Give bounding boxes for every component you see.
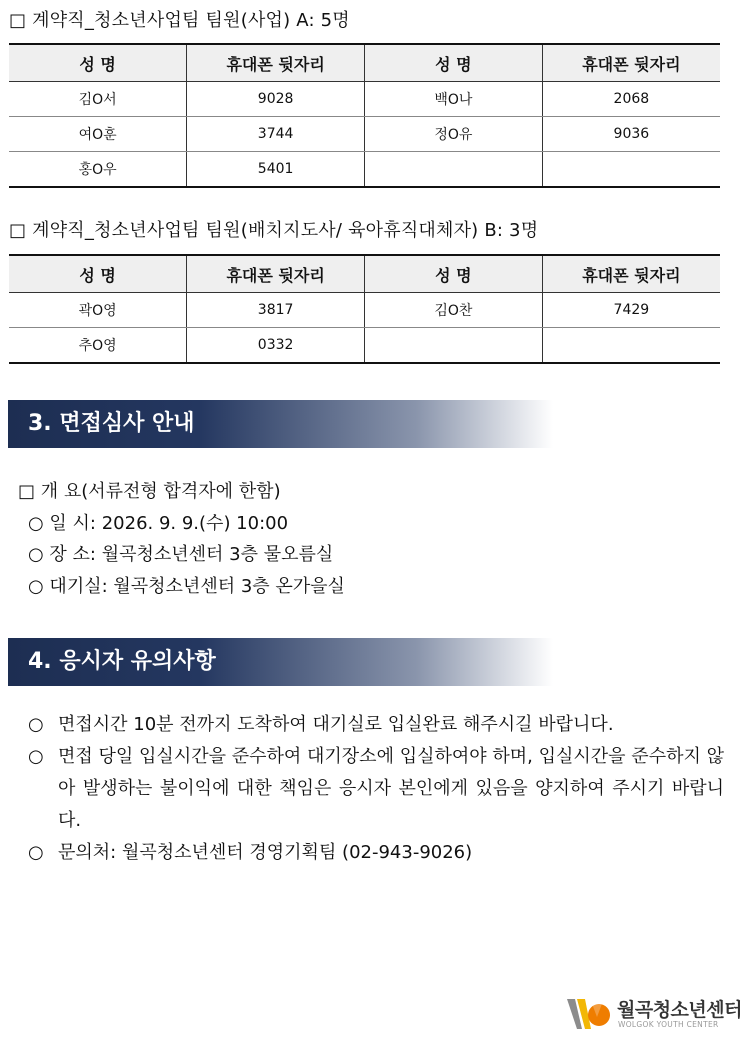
phone-cell: 0332 [187,328,365,364]
table-row [9,82,720,117]
name-cell: 김O찬 [365,293,543,328]
notice-text: 면접 당일 입실시간을 준수하여 대기장소에 입실하여야 하며, 입실시간을 준수하지 않아 발생하는 불이익에 대한 책임은 응시자 본인에게 있음을 양지하여 주시기 바랍니다. [58,746,724,831]
phone-cell: 7429 [542,293,720,328]
group-b-table [9,254,720,364]
name-cell: 김O서 [9,82,187,117]
group-a-table [9,43,720,188]
phone-cell [542,328,720,364]
name-cell: 백O나 [365,82,543,117]
table-row [9,152,720,188]
section-4-heading: 4. 응시자 유의사항 [8,638,553,686]
logo-mark-icon [565,995,613,1035]
group-b-title: □ 계약직_청소년사업팀 팀원(배치지도사/ 육아휴직대체자) B: 3명 [9,220,539,241]
phone-cell: 9028 [187,82,365,117]
group-a-title: □ 계약직_청소년사업팀 팀원(사업) A: 5명 [9,10,350,31]
list-item [28,709,724,741]
column-header: 휴대폰 뒷자리 [187,44,365,82]
name-cell [365,328,543,364]
column-header: 휴대폰 뒷자리 [542,44,720,82]
bullet-circle: ○ [28,746,44,767]
column-header: 휴대폰 뒷자리 [187,255,365,293]
name-cell: 여O훈 [9,117,187,152]
table-header-row [9,255,720,293]
notice-text: 면접시간 10분 전까지 도착하여 대기실로 입실완료 해주시길 바랍니다. [58,714,614,735]
bullet-circle: ○ [28,842,44,863]
interview-date-line: ○ 일 시: 2026. 9. 9.(수) 10:00 [28,513,289,534]
waiting-room-line: ○ 대기실: 월곡청소년센터 3층 온가을실 [28,576,345,597]
table-row [9,293,720,328]
section-3-heading: 3. 면접심사 안내 [8,400,553,448]
table-header-row [9,44,720,82]
name-cell: 홍O우 [9,152,187,188]
interview-location-line: ○ 장 소: 월곡청소년센터 3층 물오름실 [28,544,334,565]
name-cell: 정O유 [365,117,543,152]
column-header: 성 명 [365,44,543,82]
column-header: 성 명 [9,255,187,293]
center-logo [565,995,742,1035]
column-header: 성 명 [365,255,543,293]
list-item [28,741,724,837]
overview-line: □ 개 요(서류전형 합격자에 한함) [18,481,281,502]
phone-cell [542,152,720,188]
column-header: 성 명 [9,44,187,82]
name-cell: 추O영 [9,328,187,364]
logo-name: 월곡청소년센터 [617,999,742,1021]
table-row [9,328,720,364]
phone-cell: 5401 [187,152,365,188]
phone-cell: 3744 [187,117,365,152]
name-cell [365,152,543,188]
phone-cell: 2068 [542,82,720,117]
column-header: 휴대폰 뒷자리 [542,255,720,293]
notice-list [28,709,724,869]
phone-cell: 9036 [542,117,720,152]
contact-text: 문의처: 월곡청소년센터 경영기획팀 (02-943-9026) [58,842,473,863]
logo-subtitle: WOLGOK YOUTH CENTER [618,1020,719,1029]
table-row [9,117,720,152]
bullet-circle: ○ [28,714,44,735]
phone-cell: 3817 [187,293,365,328]
name-cell: 곽O영 [9,293,187,328]
list-item [28,837,724,869]
